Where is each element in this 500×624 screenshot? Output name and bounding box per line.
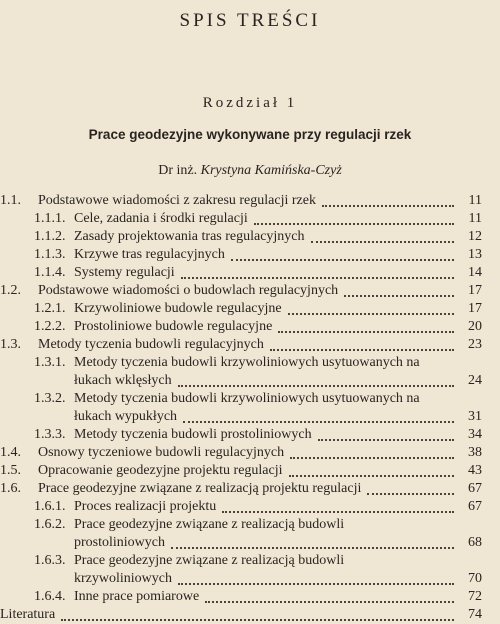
chapter-label: Rozdział 1 xyxy=(202,95,298,111)
toc-entry-text: Prace geodezyjne związane z realizacją budowli xyxy=(74,517,345,532)
toc-entry-text: Podstawowe wiadomości o budowlach regulacyjnych xyxy=(38,283,339,298)
toc-entry-number: 1.2. xyxy=(0,283,21,298)
toc-entry-text: Zasady projektowania tras regulacyjnych xyxy=(74,229,305,244)
toc-entry-text: Podstawowe wiadomości z zakresu regulacji rzek xyxy=(38,193,316,208)
toc-entry-line xyxy=(0,462,500,480)
toc-dot-leader xyxy=(322,205,454,207)
toc-entry-number: 1.6. xyxy=(0,481,21,496)
toc-entry-line xyxy=(0,444,500,462)
author-line xyxy=(0,163,500,179)
toc-entry-line xyxy=(0,336,500,354)
toc-entry-page: 38 xyxy=(468,445,482,460)
toc-entry-page: 13 xyxy=(468,247,482,262)
toc-entry-line xyxy=(0,408,500,426)
toc-entry-line xyxy=(0,480,500,498)
toc-dot-leader xyxy=(254,223,454,225)
toc-entry-line xyxy=(0,282,500,300)
toc-entry-line xyxy=(0,534,500,552)
toc-entry-number: 1.2.1. xyxy=(34,301,66,316)
toc-entry-number: 1.1.3. xyxy=(34,247,66,262)
toc-entry-line xyxy=(0,498,500,516)
toc-entry-text: Metody tyczenia budowli krzywoliniowych usytuowanych na xyxy=(74,391,420,406)
toc-entry-number: 1.1. xyxy=(0,193,21,208)
toc-entry-text: Metody tyczenia budowli krzywoliniowych usytuowanych na xyxy=(74,355,420,370)
toc-entry-page: 12 xyxy=(468,229,482,244)
toc-dot-leader xyxy=(178,583,454,585)
toc-entry-line xyxy=(0,318,500,336)
toc-dot-leader xyxy=(290,457,454,459)
toc-dot-leader xyxy=(231,259,454,261)
toc-dot-leader xyxy=(367,493,454,495)
toc-dot-leader xyxy=(278,331,454,333)
toc-dot-leader xyxy=(181,277,454,279)
toc-entry-text: Literatura xyxy=(0,607,56,622)
toc-dot-leader xyxy=(178,385,454,387)
toc-entry-text: łukach wklęsłych xyxy=(74,373,172,388)
toc-entry-text: Krzywe tras regulacyjnych xyxy=(74,247,225,262)
toc-entry-number: 1.4. xyxy=(0,445,21,460)
toc-dot-leader xyxy=(183,421,454,423)
toc-entry-line xyxy=(0,372,500,390)
toc-dot-leader xyxy=(270,349,454,351)
toc-entry-number: 1.6.4. xyxy=(34,589,66,604)
toc-entry-text: Metody tyczenia budowli prostoliniowych xyxy=(74,427,312,442)
toc-entry-page: 34 xyxy=(468,427,482,442)
toc-dot-leader xyxy=(318,439,454,441)
toc-entry-line xyxy=(0,192,500,210)
toc-entry-page: 11 xyxy=(468,193,482,208)
toc-dot-leader xyxy=(61,619,454,621)
toc-entry-number: 1.6.1. xyxy=(34,499,66,514)
toc-entry-line xyxy=(0,516,500,534)
toc-entry-page: 17 xyxy=(468,301,482,316)
toc-dot-leader xyxy=(311,241,454,243)
page-title: SPIS TREŚCI xyxy=(179,10,321,31)
toc-entry-line xyxy=(0,228,500,246)
toc-entry-page: 43 xyxy=(468,463,482,478)
toc-entry-page: 72 xyxy=(468,589,482,604)
toc-entry-page: 70 xyxy=(468,571,482,586)
toc-entry-page: 67 xyxy=(468,499,482,514)
toc-entry-number: 1.6.2. xyxy=(34,517,66,532)
author-prefix: Dr inż. xyxy=(158,163,198,178)
toc-entry-line xyxy=(0,264,500,282)
toc-entry-number: 1.1.4. xyxy=(34,265,66,280)
toc-entry-page: 17 xyxy=(468,283,482,298)
toc-entry-line xyxy=(0,588,500,606)
toc-dot-leader xyxy=(222,511,454,513)
toc-entry-text: Proces realizacji projektu xyxy=(74,499,217,514)
toc-dot-leader xyxy=(289,475,454,477)
toc-entry-text: Systemy regulacji xyxy=(74,265,175,280)
toc-entry-number: 1.2.2. xyxy=(34,319,66,334)
toc-entry-line xyxy=(0,426,500,444)
toc-entry-text: Prace geodezyjne związane z realizacją budowli xyxy=(74,553,345,568)
toc-entry-page: 14 xyxy=(468,265,482,280)
toc-entry-number: 1.3.2. xyxy=(34,391,66,406)
toc-entry-text: Osnowy tyczeniowe budowli regulacyjnych xyxy=(38,445,285,460)
toc-entry-page: 74 xyxy=(468,607,482,622)
toc-dot-leader xyxy=(205,601,454,603)
toc-entry-line xyxy=(0,390,500,408)
toc-entry-line xyxy=(0,246,500,264)
toc-entry-text: Krzywoliniowe budowle regulacyjne xyxy=(74,301,282,316)
toc-entry-number: 1.5. xyxy=(0,463,21,478)
toc-entry-text: krzywoliniowych xyxy=(74,571,172,586)
toc-dot-leader xyxy=(344,295,454,297)
toc-entry-text: Cele, zadania i środki regulacji xyxy=(74,211,248,226)
toc-entry-number: 1.6.3. xyxy=(34,553,66,568)
toc-entry-page: 67 xyxy=(468,481,482,496)
toc-entry-line xyxy=(0,552,500,570)
toc-entry-text: Prostoliniowe budowle regulacyjne xyxy=(74,319,273,334)
chapter-title: Prace geodezyjne wykonywane przy regulacji rzek xyxy=(88,127,412,142)
toc-entry-text: Inne prace pomiarowe xyxy=(74,589,200,604)
toc-entry-page: 23 xyxy=(468,337,482,352)
toc-entry-line xyxy=(0,300,500,318)
toc-entry-page: 24 xyxy=(468,373,482,388)
toc-entry-line xyxy=(0,354,500,372)
toc-entry-page: 68 xyxy=(468,535,482,550)
toc-entry-page: 11 xyxy=(468,211,482,226)
toc-entry-number: 1.3.3. xyxy=(34,427,66,442)
toc-entry-text: łukach wypukłych xyxy=(74,409,178,424)
toc-entry-number: 1.3.1. xyxy=(34,355,66,370)
toc-entry-text: Opracowanie geodezyjne projektu regulacji xyxy=(38,463,283,478)
toc-entry-line xyxy=(0,570,500,588)
author-name: Krystyna Kamińska-Czyż xyxy=(200,163,342,178)
toc-dot-leader xyxy=(171,547,454,549)
toc-dot-leader xyxy=(288,313,454,315)
toc-entry-text: Prace geodezyjne związane z realizacją projektu regulacji xyxy=(38,481,362,496)
toc-entry-line xyxy=(0,210,500,228)
toc-entry-text: Metody tyczenia budowli regulacyjnych xyxy=(38,337,264,352)
toc-entry-page: 20 xyxy=(468,319,482,334)
toc-entry-number: 1.3. xyxy=(0,337,21,352)
toc-entry-number: 1.1.1. xyxy=(34,211,66,226)
toc-entry-text: prostoliniowych xyxy=(74,535,165,550)
toc-entry-page: 31 xyxy=(468,409,482,424)
toc-entry-line xyxy=(0,606,500,624)
toc-entry-number: 1.1.2. xyxy=(34,229,66,244)
